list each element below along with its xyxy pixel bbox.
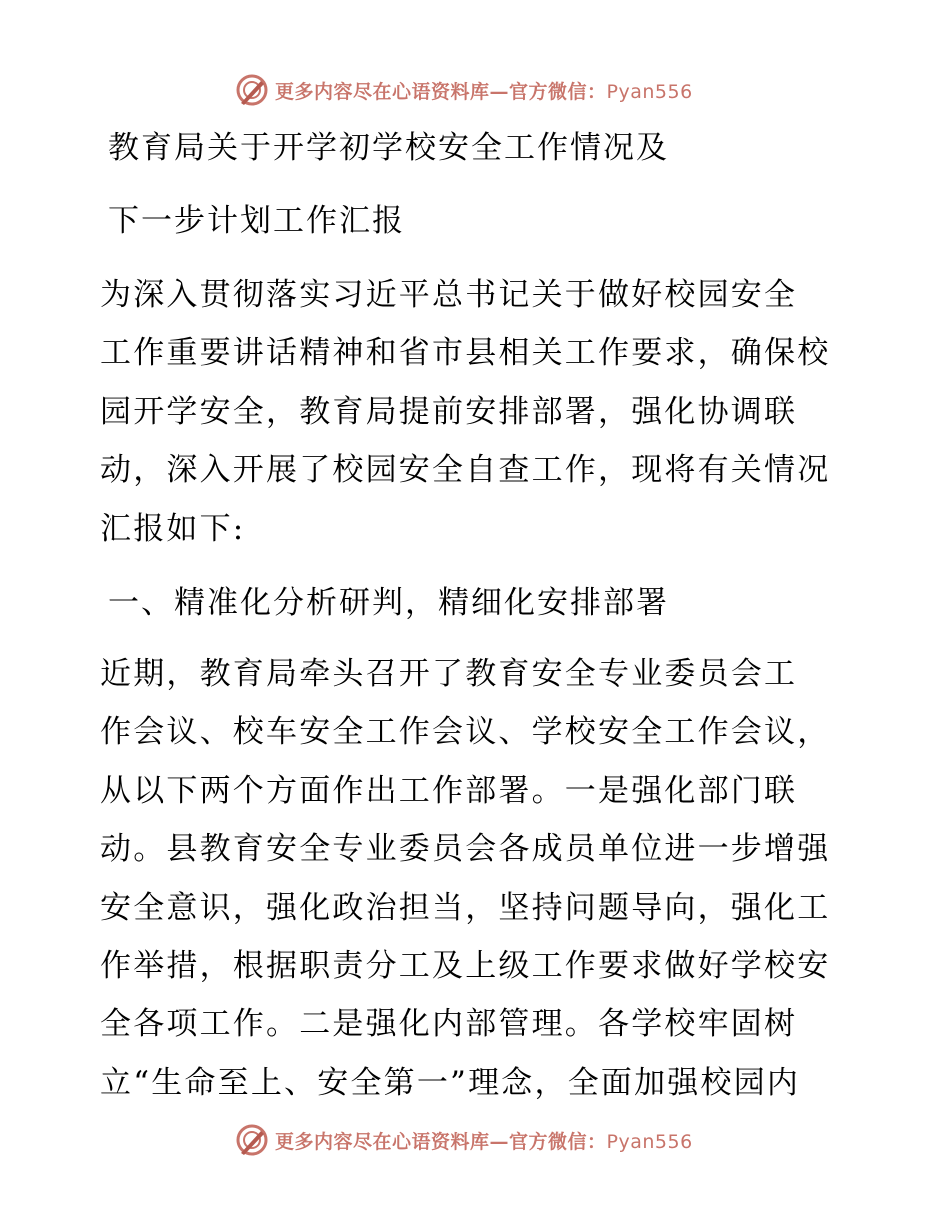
paragraph-line: 为深入贯彻落实习近平总书记关于做好校园安全 [100, 277, 798, 313]
paragraph-line: 安全意识，强化政治担当，坚持问题导向，强化工 [100, 889, 831, 926]
pen-logo-icon [235, 1123, 269, 1157]
paragraph-line: 作会议、校车安全工作会议、学校安全工作会议， [100, 714, 831, 751]
section-1-paragraph [100, 645, 860, 1112]
paragraph-line: 动。县教育安全专业委员会各成员单位进一步增强 [100, 831, 831, 868]
paragraph-line: 从以下两个方面作出工作部署。一是强化部门联 [100, 772, 798, 809]
paragraph-line: 作举措，根据职责分工及上级工作要求做好学校安 [100, 947, 831, 984]
paragraph-line: 工作重要讲话精神和省市县相关工作要求，确保校 [100, 335, 831, 372]
document-title-line-2: 下一步计划工作汇报 [108, 203, 405, 239]
paragraph-line: 立“生命至上、安全第一”理念，全面加强校园内 [100, 1064, 801, 1101]
paragraph-line: 近期，教育局牵头召开了教育安全专业委员会工 [100, 656, 798, 692]
watermark-header [235, 72, 693, 108]
watermark-text: 更多内容尽在心语资料库—官方微信：Pyan556 [275, 80, 693, 103]
intro-paragraph [100, 266, 860, 558]
document-title-line-1: 教育局关于开学初学校安全工作情况及 [108, 130, 669, 166]
watermark-footer [235, 1122, 693, 1158]
paragraph-line: 园开学安全，教育局提前安排部署，强化协调联 [100, 393, 798, 430]
watermark-text: 更多内容尽在心语资料库—官方微信：Pyan556 [275, 1130, 693, 1153]
paragraph-line: 全各项工作。二是强化内部管理。各学校牢固树 [100, 1006, 798, 1043]
section-heading-1: 一、精准化分析研判，精细化安排部署 [108, 585, 669, 621]
pen-logo-icon [235, 73, 269, 107]
paragraph-line: 动，深入开展了校园安全自查工作，现将有关情况 [100, 452, 831, 489]
paragraph-line: 汇报如下: [100, 510, 246, 547]
